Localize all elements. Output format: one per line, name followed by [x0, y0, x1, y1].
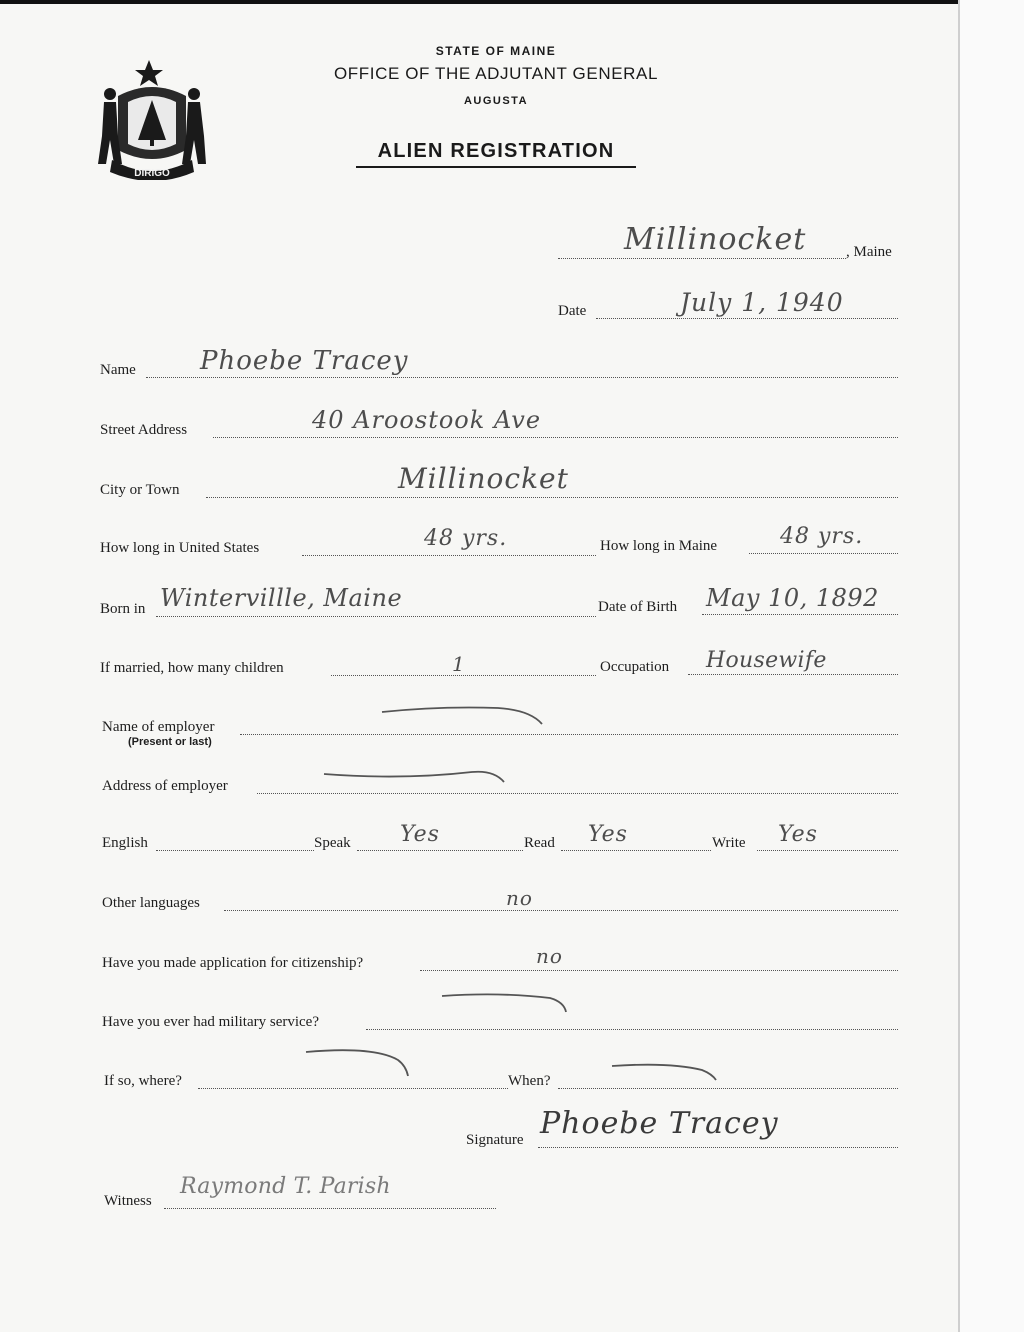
how-long-us-line	[302, 555, 596, 556]
if-so-where-line	[198, 1088, 508, 1089]
how-long-maine-value: 48 yrs.	[780, 524, 864, 549]
how-long-us-label: How long in United States	[100, 540, 260, 556]
address-of-employer-dash	[322, 766, 508, 788]
how-long-maine-line	[749, 553, 898, 554]
witness-label: Witness	[104, 1193, 152, 1209]
english-line	[156, 850, 314, 851]
born-in-label: Born in	[100, 601, 146, 617]
married-children-label: If married, how many children	[100, 660, 284, 676]
how-long-us-value: 48 yrs.	[424, 526, 508, 551]
speak-value: Yes	[400, 822, 440, 847]
name-label: Name	[100, 362, 136, 378]
married-children-value: 1	[452, 652, 466, 676]
if-so-where-label: If so, where?	[104, 1073, 182, 1089]
present-or-last-note: (Present or last)	[128, 736, 212, 748]
if-so-where-dash	[304, 1046, 414, 1078]
street-address-value: 40 Aroostook Ave	[312, 406, 542, 434]
date-line	[596, 318, 898, 319]
born-in-value: Wintervillle, Maine	[160, 584, 403, 612]
town-value: Millinocket	[624, 222, 807, 257]
born-in-line	[156, 616, 596, 617]
address-of-employer-label: Address of employer	[102, 778, 228, 794]
date-value: July 1, 1940	[680, 288, 844, 317]
read-line	[561, 850, 711, 851]
date-of-birth-value: May 10, 1892	[706, 584, 879, 612]
signature-label: Signature	[466, 1132, 524, 1148]
speak-line	[357, 850, 523, 851]
state-heading: STATE OF MAINE	[435, 44, 557, 58]
name-of-employer-label: Name of employer	[102, 719, 215, 735]
when-line	[558, 1088, 898, 1089]
office-heading: OFFICE OF THE ADJUTANT GENERAL	[333, 64, 659, 83]
citizenship-line	[420, 970, 898, 971]
read-value: Yes	[588, 822, 628, 847]
street-address-label: Street Address	[100, 422, 188, 438]
city-or-town-label: City or Town	[100, 482, 180, 498]
address-of-employer-line	[257, 793, 898, 794]
when-dash	[610, 1060, 720, 1082]
name-value: Phoebe Tracey	[200, 346, 409, 376]
write-line	[757, 850, 898, 851]
military-service-line	[366, 1029, 898, 1030]
city-or-town-line	[206, 497, 898, 498]
seal-motto: DIRIGO	[134, 168, 170, 179]
citizenship-value: no	[536, 944, 563, 968]
read-label: Read	[524, 835, 555, 851]
signature-line	[538, 1147, 898, 1148]
how-long-maine-label: How long in Maine	[600, 538, 718, 554]
speak-label: Speak	[314, 835, 351, 851]
street-address-line	[213, 437, 898, 438]
occupation-value: Housewife	[706, 648, 827, 673]
state-seal-icon	[96, 56, 208, 180]
witness-value: Raymond T. Parish	[180, 1174, 391, 1199]
scan-border-right	[958, 0, 1024, 1332]
date-label: Date	[558, 303, 587, 319]
occupation-line	[688, 674, 898, 675]
english-label: English	[102, 835, 148, 851]
name-of-employer-line	[240, 734, 898, 735]
signature-value: Phoebe Tracey	[540, 1106, 779, 1141]
scan-border-top	[0, 0, 1024, 4]
write-value: Yes	[778, 822, 818, 847]
occupation-label: Occupation	[600, 659, 670, 675]
other-languages-line	[224, 910, 898, 911]
military-service-dash	[440, 990, 570, 1014]
title-underline	[356, 166, 636, 168]
city-or-town-value: Millinocket	[398, 462, 569, 495]
date-of-birth-line	[702, 614, 898, 615]
when-label: When?	[508, 1073, 551, 1089]
witness-line	[164, 1208, 496, 1209]
city-heading: AUGUSTA	[463, 95, 529, 107]
military-service-label: Have you ever had military service?	[102, 1014, 319, 1030]
write-label: Write	[712, 835, 746, 851]
town-line	[558, 258, 846, 259]
name-of-employer-dash	[380, 704, 550, 728]
name-line	[146, 377, 898, 378]
form-title: ALIEN REGISTRATION	[377, 140, 615, 162]
date-of-birth-label: Date of Birth	[598, 599, 678, 615]
other-languages-value: no	[506, 886, 533, 910]
citizenship-label: Have you made application for citizenship?	[102, 955, 364, 971]
maine-suffix-label: , Maine	[846, 244, 892, 260]
other-languages-label: Other languages	[102, 895, 200, 911]
